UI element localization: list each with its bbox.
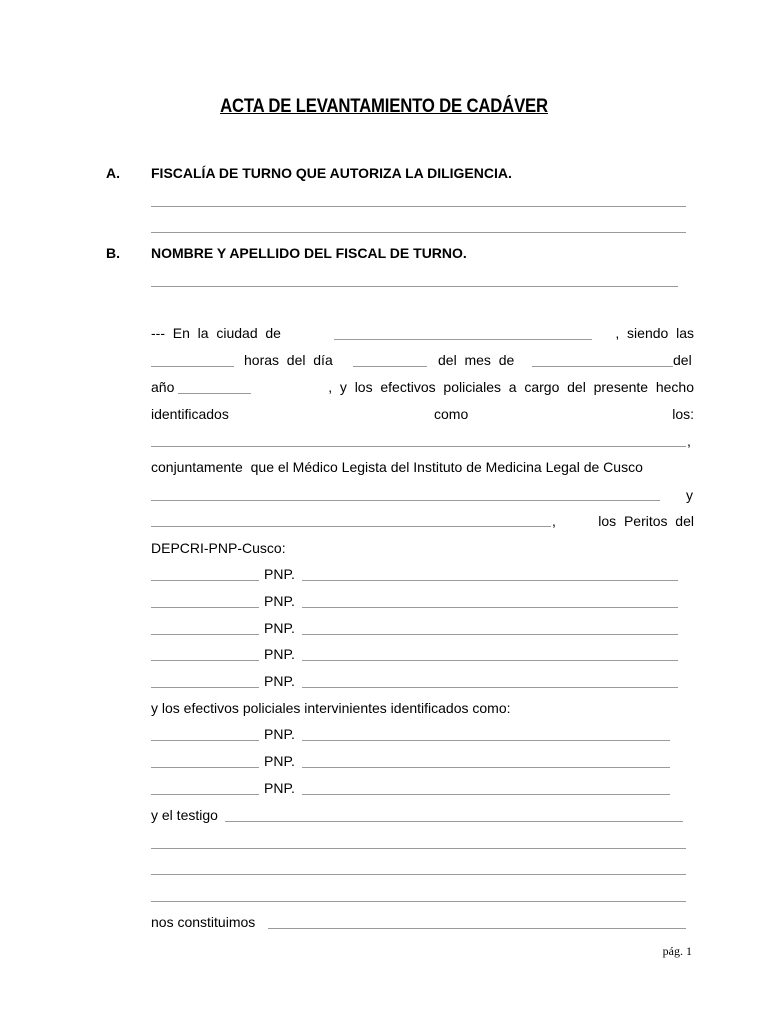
testigo-blank[interactable] — [225, 821, 683, 822]
section-a-heading: FISCALÍA DE TURNO QUE AUTORIZA LA DILIGENCIA. — [151, 165, 512, 181]
body-line7-y: y — [686, 487, 693, 503]
pnp-label: PNP. — [264, 726, 295, 742]
testigo-blank-line[interactable] — [151, 848, 686, 849]
body-line4-identificados: identificados — [151, 406, 229, 422]
document-title: ACTA DE LEVANTAMIENTO DE CADÁVER — [220, 96, 548, 117]
legista-blank[interactable] — [151, 500, 660, 501]
constituimos-blank[interactable] — [268, 928, 686, 929]
name-blank[interactable] — [302, 726, 670, 741]
body-line3-rest: , y los efectivos policiales a cargo del presente hecho — [328, 379, 694, 395]
rank-blank[interactable] — [151, 673, 259, 688]
body-line9-depcri: DEPCRI-PNP-Cusco: — [151, 540, 286, 556]
month-blank[interactable] — [532, 366, 673, 367]
name-blank[interactable] — [302, 566, 678, 581]
testigo-blank-line[interactable] — [151, 874, 686, 875]
rank-blank[interactable] — [151, 726, 259, 741]
body-line2-hours: horas del día — [244, 352, 333, 368]
section-a-letter: A. — [106, 165, 120, 181]
section-a-blank-line-2[interactable] — [151, 232, 686, 233]
pnp-label: PNP. — [264, 780, 295, 796]
constituimos-label: nos constituimos — [151, 914, 256, 930]
name-blank[interactable] — [302, 646, 678, 661]
rank-blank[interactable] — [151, 593, 259, 608]
pnp-label: PNP. — [264, 646, 295, 662]
rank-blank[interactable] — [151, 780, 259, 795]
testigo-label: y el testigo — [151, 807, 218, 823]
day-blank[interactable] — [353, 366, 427, 367]
rank-blank[interactable] — [151, 566, 259, 581]
rank-blank[interactable] — [151, 753, 259, 768]
city-blank[interactable] — [334, 339, 592, 340]
pnp-label: PNP. — [264, 673, 295, 689]
pnp-label: PNP. — [264, 593, 295, 609]
officers-blank[interactable] — [151, 446, 686, 447]
pnp-label: PNP. — [264, 753, 295, 769]
name-blank[interactable] — [302, 620, 678, 635]
name-blank[interactable] — [302, 673, 678, 688]
rank-blank[interactable] — [151, 620, 259, 635]
name-blank[interactable] — [302, 780, 670, 795]
pnp-label: PNP. — [264, 566, 295, 582]
page-number: pág. 1 — [662, 944, 692, 958]
body-line2-del: del — [673, 352, 692, 368]
body-line4-los: los: — [672, 406, 694, 422]
body-line6: conjuntamente que el Médico Legista del Instituto de Medicina Legal de Cusco — [151, 459, 643, 475]
section-b-blank-line[interactable] — [151, 286, 678, 287]
body-line2-month: del mes de — [438, 352, 515, 368]
name-blank[interactable] — [302, 753, 670, 768]
body-line8-peritos: los Peritos del — [598, 513, 694, 529]
body-line8-comma: , — [552, 513, 556, 529]
body-line3-year: año — [151, 379, 175, 395]
second-person-blank[interactable] — [151, 526, 551, 527]
intervinientes-text: y los efectivos policiales intervinientes identificados como: — [151, 700, 511, 716]
section-b-heading: NOMBRE Y APELLIDO DEL FISCAL DE TURNO. — [151, 245, 467, 261]
section-b-letter: B. — [106, 245, 120, 261]
name-blank[interactable] — [302, 593, 678, 608]
body-line1-end: , siendo las — [615, 325, 694, 341]
rank-blank[interactable] — [151, 646, 259, 661]
hours-blank[interactable] — [151, 366, 234, 367]
pnp-label: PNP. — [264, 620, 295, 636]
year-blank[interactable] — [178, 393, 251, 394]
body-line4-como: como — [434, 406, 469, 422]
section-a-blank-line-1[interactable] — [151, 206, 686, 207]
testigo-blank-line[interactable] — [151, 901, 686, 902]
body-line1-start: --- En la ciudad de — [151, 325, 281, 341]
body-line5-comma: , — [687, 433, 691, 449]
